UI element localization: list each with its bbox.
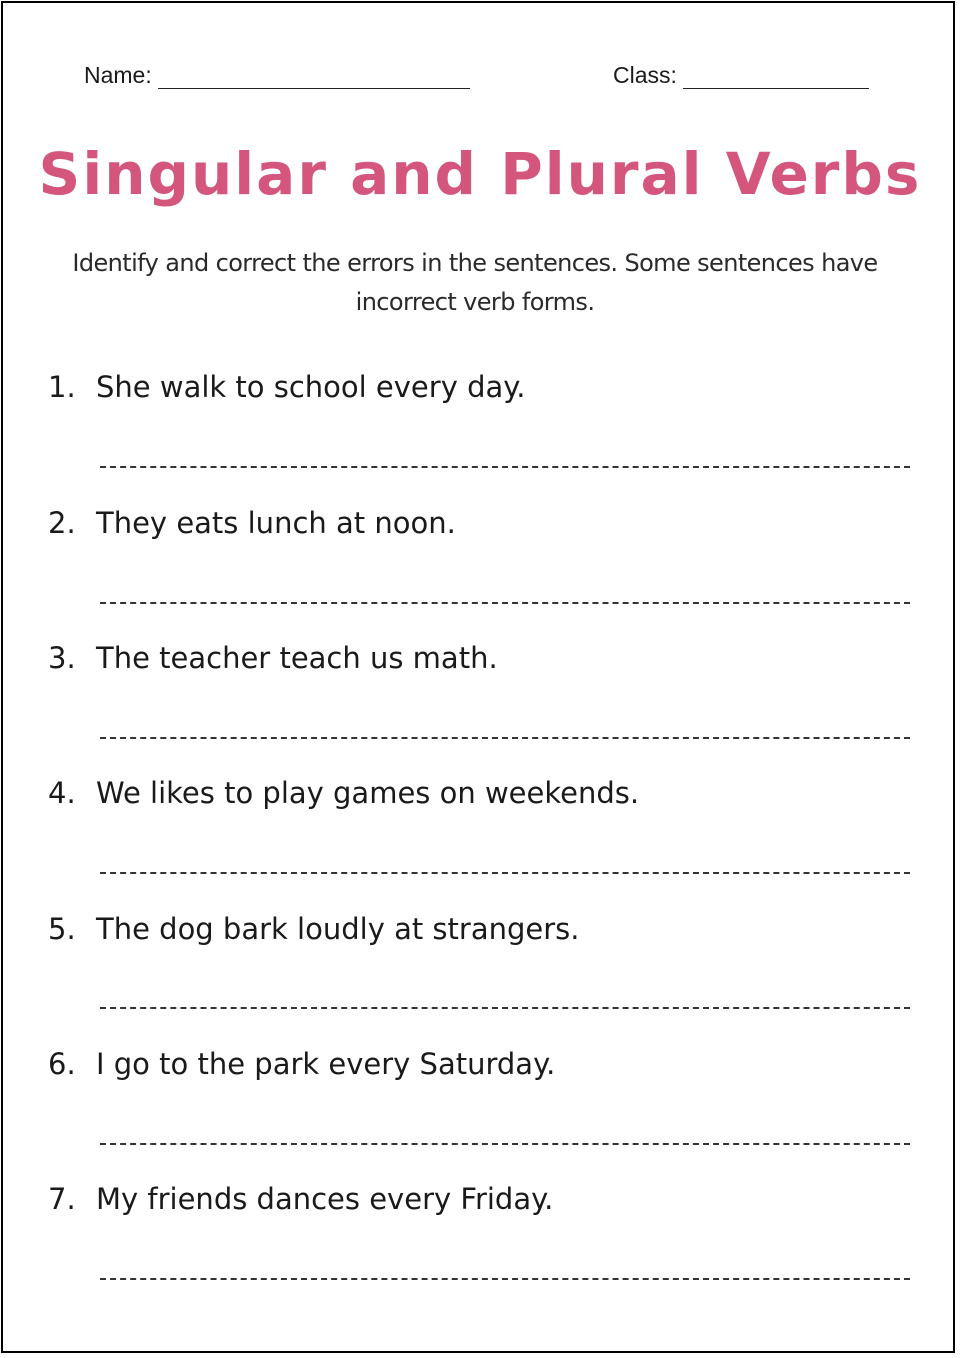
header-fields xyxy=(84,62,878,98)
worksheet-title: Singular and Plural Verbs xyxy=(38,140,922,208)
question-text: The dog bark loudly at strangers. xyxy=(96,912,580,946)
class-field[interactable] xyxy=(613,62,869,89)
question-number: 1. xyxy=(48,370,76,404)
question-text: She walk to school every day. xyxy=(96,370,526,404)
question-number: 5. xyxy=(48,912,76,946)
question-text: We likes to play games on weekends. xyxy=(96,776,640,810)
class-label: Class: xyxy=(613,62,677,88)
question-number: 6. xyxy=(48,1047,76,1081)
class-blank-line[interactable] xyxy=(683,64,869,89)
question-text: They eats lunch at noon. xyxy=(96,506,456,540)
question-number: 2. xyxy=(48,506,76,540)
answer-line[interactable] xyxy=(100,737,910,739)
answer-line[interactable] xyxy=(100,1007,910,1009)
question-number: 3. xyxy=(48,641,76,675)
question-text: My friends dances every Friday. xyxy=(96,1182,554,1216)
answer-line[interactable] xyxy=(100,872,910,874)
answer-line[interactable] xyxy=(100,466,910,468)
instructions: Identify and correct the errors in the sentences. Some sentences have incorrect verb forms. xyxy=(72,249,878,316)
answer-line[interactable] xyxy=(100,1143,910,1145)
question-text: The teacher teach us math. xyxy=(96,641,498,675)
name-field[interactable] xyxy=(84,62,470,89)
question-text: I go to the park every Saturday. xyxy=(96,1047,556,1081)
question-number: 7. xyxy=(48,1182,76,1216)
answer-line[interactable] xyxy=(100,602,910,604)
answer-line[interactable] xyxy=(100,1278,910,1280)
name-label: Name: xyxy=(84,62,152,88)
name-blank-line[interactable] xyxy=(158,64,470,89)
question-number: 4. xyxy=(48,776,76,810)
